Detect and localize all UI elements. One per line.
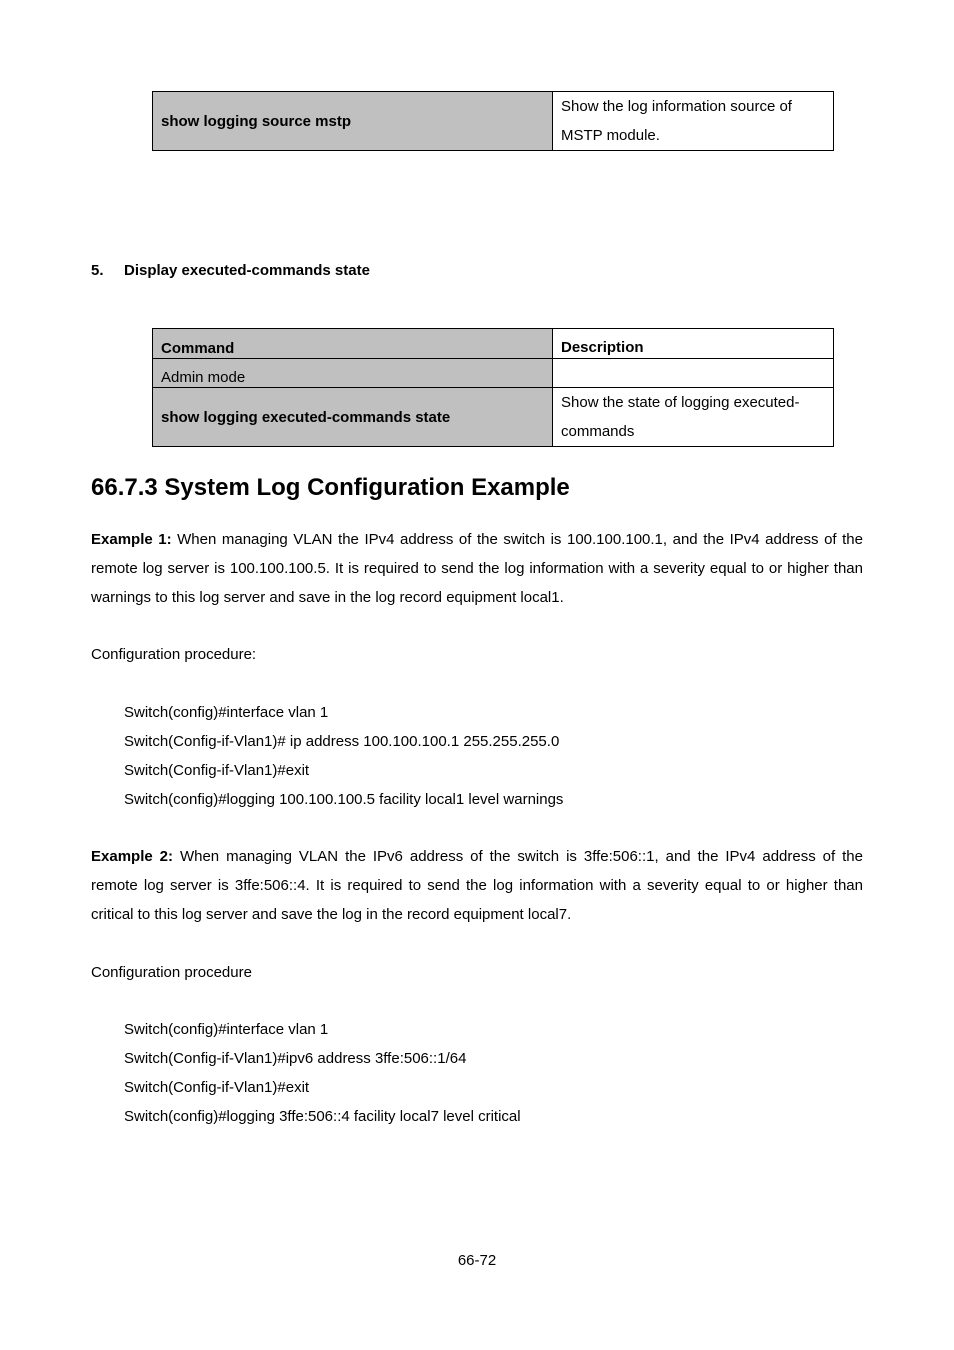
code-line: Switch(Config-if-Vlan1)#ipv6 address 3ffe:506::1/64 [124, 1050, 467, 1067]
example2-paragraph [91, 842, 863, 929]
code-line: Switch(config)#logging 3ffe:506::4 facility local7 level critical [124, 1108, 521, 1125]
example1-code-block [124, 698, 563, 814]
page-number: 66-72 [457, 1252, 497, 1269]
mode-description-cell [553, 359, 834, 388]
example2-label: Example 2: [91, 848, 173, 865]
example1-label: Example 1: [91, 531, 172, 548]
example1-procedure-label: Configuration procedure: [91, 646, 257, 663]
page-heading: 66.7.3 System Log Configuration Example [91, 474, 570, 501]
example2-code-block [124, 1015, 521, 1131]
code-line: Switch(Config-if-Vlan1)#exit [124, 762, 310, 779]
code-line: Switch(Config-if-Vlan1)#exit [124, 1079, 310, 1096]
command-cell: show logging source mstp [153, 92, 553, 151]
section-title: Display executed-commands state [124, 262, 370, 279]
code-line: Switch(config)#interface vlan 1 [124, 704, 329, 721]
example2-text: When managing VLAN the IPv6 address of the switch is 3ffe:506::1, and the IPv4 address of the remote log server is 3ffe:506::4. It is required to send the log information with a severity equal to or higher than critical to this log server and save the log in the record equipment local7. [91, 848, 863, 923]
mode-cell: Admin mode [153, 359, 553, 388]
section-number: 5. [91, 262, 104, 279]
table-show-logging-source [152, 91, 834, 151]
table-header-row [153, 329, 834, 359]
code-line: Switch(config)#interface vlan 1 [124, 1021, 329, 1038]
code-line: Switch(Config-if-Vlan1)# ip address 100.100.100.1 255.255.255.0 [124, 733, 560, 750]
table-row [153, 92, 834, 151]
header-description: Description [553, 329, 834, 359]
example2-procedure-label: Configuration procedure [91, 964, 252, 981]
description-cell: Show the log information source of MSTP module. [553, 92, 834, 151]
table-row [153, 359, 834, 388]
code-line: Switch(config)#logging 100.100.100.5 facility local1 level warnings [124, 791, 564, 808]
header-command: Command [153, 329, 553, 359]
example1-text: When managing VLAN the IPv4 address of the switch is 100.100.100.1, and the IPv4 address of the remote log server is 100.100.100.5. It is required to send the log information with a severity equal to or higher than warnings to this log server and save in the log record equipment local1. [91, 531, 863, 606]
description-cell: Show the state of logging executed-commands [553, 388, 834, 447]
example1-paragraph [91, 525, 863, 612]
table-row [153, 388, 834, 447]
table-executed-commands [152, 328, 834, 447]
command-cell: show logging executed-commands state [153, 388, 553, 447]
